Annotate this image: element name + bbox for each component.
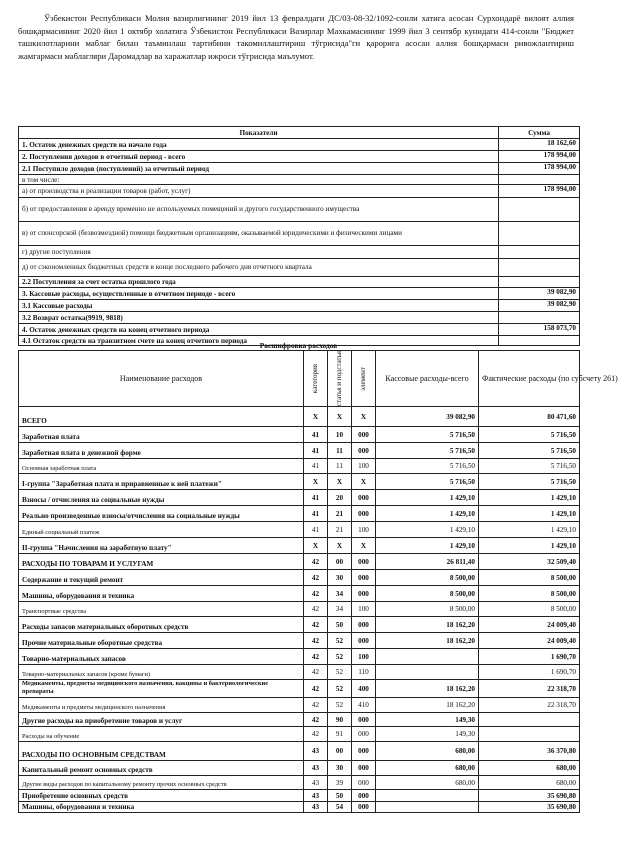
header-amount: Сумма (499, 127, 580, 139)
breakdown-row (19, 506, 580, 522)
element-code: X (352, 407, 376, 427)
cash-amount: 8 500,00 (376, 586, 479, 602)
expense-name: Расходы запасов материальных оборотных средств (19, 617, 304, 633)
actual-amount: 5 716,50 (479, 474, 580, 490)
category-code: X (304, 407, 328, 427)
expense-name: Содержание и текущий ремонт (19, 570, 304, 586)
breakdown-row (19, 790, 580, 802)
breakdown-header-row (19, 351, 580, 407)
summary-amount: 39 082,90 (499, 288, 580, 300)
header-indicators: Показатели (19, 127, 499, 139)
category-code: 42 (304, 602, 328, 617)
summary-amount (499, 198, 580, 222)
actual-amount: 35 690,80 (479, 790, 580, 802)
expense-name: Капитальный ремонт основных средств (19, 761, 304, 776)
breakdown-row (19, 538, 580, 554)
cash-amount (376, 790, 479, 802)
expense-name: Взносы / отчисления на социальные нужды (19, 490, 304, 506)
actual-amount: 24 009,40 (479, 617, 580, 633)
category-code: 41 (304, 443, 328, 459)
article-code: 10 (328, 427, 352, 443)
expense-name: Машины, оборудования и техника (19, 586, 304, 602)
cash-amount (376, 649, 479, 665)
breakdown-row (19, 633, 580, 649)
breakdown-row (19, 407, 580, 427)
actual-amount: 5 716,50 (479, 427, 580, 443)
summary-label: 3.2 Возврат остатка(9919, 9818) (19, 312, 499, 324)
breakdown-row (19, 586, 580, 602)
actual-amount: 1 429,10 (479, 490, 580, 506)
summary-row (19, 288, 580, 300)
actual-amount: 5 716,50 (479, 443, 580, 459)
breakdown-row (19, 474, 580, 490)
actual-amount: 8 500,00 (479, 602, 580, 617)
cash-amount: 8 500,00 (376, 602, 479, 617)
actual-amount: 680,00 (479, 761, 580, 776)
breakdown-row (19, 427, 580, 443)
actual-amount: 8 500,00 (479, 586, 580, 602)
article-code: 00 (328, 742, 352, 761)
breakdown-row (19, 443, 580, 459)
category-code: 43 (304, 742, 328, 761)
document-intro: Ўзбекистон Республикаси Молия вазирлигининг 2019 йил 13 февралдаги ДС/03-08-32/1092-сонли хатига асосан Сурхондарё вилоят аллия бошқармасининг 2020 йил 1 октябр холатига Ўзбекистон Республикаси Вазирлар Махкамасининг 1999 йил 3 сентябр кунидаги 414-сонли "Бюджет ташкилотларини маблаг билан таъминлаш тартибини такомиллаштириш тўгрисида"ги қарорига асосан аллия бошқармаси ривожлантириш жамгармаси маблагляри Даромадлар ва харажатлар ижроси тўгрисида маълумот. (18, 13, 574, 61)
header-element: элемент (352, 351, 376, 407)
summary-row (19, 151, 580, 163)
breakdown-row (19, 727, 580, 742)
breakdown-row (19, 698, 580, 713)
cash-amount: 5 716,50 (376, 459, 479, 474)
summary-header-row (19, 127, 580, 139)
summary-label: 1. Остаток денежных средств на начало года (19, 139, 499, 151)
cash-amount: 680,00 (376, 761, 479, 776)
category-code: 42 (304, 713, 328, 727)
summary-label: д) от сэкономленных бюджетных средств в конце последнего рабочего дня отчетного квартала (19, 259, 499, 277)
article-code: 50 (328, 617, 352, 633)
actual-amount (479, 713, 580, 727)
cash-amount: 18 162,20 (376, 698, 479, 713)
actual-amount: 680,00 (479, 776, 580, 790)
expense-name: II-группа "Начисления на заработную плату" (19, 538, 304, 554)
element-code: 410 (352, 698, 376, 713)
breakdown-row (19, 802, 580, 813)
expense-name: Товарно-материальных запасов (19, 649, 304, 665)
actual-amount: 1 429,10 (479, 522, 580, 538)
article-code: 30 (328, 570, 352, 586)
element-code: 000 (352, 802, 376, 813)
element-code: 000 (352, 790, 376, 802)
article-code: 21 (328, 506, 352, 522)
actual-amount: 35 690,80 (479, 802, 580, 813)
category-code: 42 (304, 680, 328, 698)
cash-amount: 1 429,10 (376, 490, 479, 506)
expense-breakdown-title: Расшифровка расходов (259, 341, 338, 350)
summary-row (19, 259, 580, 277)
summary-amount (499, 175, 580, 185)
actual-amount: 5 716,50 (479, 459, 580, 474)
summary-row (19, 185, 580, 198)
summary-amount (499, 222, 580, 246)
summary-label: 4. Остаток денежных средств на конец отчетного периода (19, 324, 499, 336)
category-code: 42 (304, 727, 328, 742)
element-code: 100 (352, 522, 376, 538)
summary-row (19, 163, 580, 175)
cash-amount: 5 716,50 (376, 474, 479, 490)
cash-amount: 26 811,40 (376, 554, 479, 570)
element-code: 000 (352, 427, 376, 443)
element-code: 000 (352, 761, 376, 776)
breakdown-row (19, 713, 580, 727)
summary-row (19, 139, 580, 151)
cash-amount: 149,30 (376, 727, 479, 742)
actual-amount: 1 429,10 (479, 506, 580, 522)
article-code: 11 (328, 443, 352, 459)
element-code: 000 (352, 776, 376, 790)
category-code: 41 (304, 490, 328, 506)
cash-amount: 5 716,50 (376, 443, 479, 459)
element-code: 100 (352, 602, 376, 617)
summary-label: 3. Кассовые расходы, осуществленные в отчетном периоде - всего (19, 288, 499, 300)
cash-amount: 18 162,20 (376, 680, 479, 698)
article-code: 11 (328, 459, 352, 474)
summary-amount (499, 246, 580, 259)
element-code: 000 (352, 570, 376, 586)
summary-amount: 158 073,70 (499, 324, 580, 336)
article-code: 52 (328, 649, 352, 665)
actual-amount: 32 509,40 (479, 554, 580, 570)
article-code: 52 (328, 633, 352, 649)
breakdown-row (19, 742, 580, 761)
expense-name: Прочие материальные оборотные средства (19, 633, 304, 649)
category-code: 42 (304, 586, 328, 602)
summary-row (19, 246, 580, 259)
summary-amount (499, 259, 580, 277)
breakdown-row (19, 680, 580, 698)
expense-name: РАСХОДЫ ПО ОСНОВНЫМ СРЕДСТВАМ (19, 742, 304, 761)
expense-name: Другие виды расходов по капитальному ремонту прочих основных средств (19, 776, 304, 790)
summary-row (19, 277, 580, 288)
category-code: 42 (304, 649, 328, 665)
article-code: 52 (328, 698, 352, 713)
expense-name: Медикаменты, предметы медицинского назначения, вакцины и бактериологические препараты (19, 680, 304, 698)
article-code: 52 (328, 680, 352, 698)
actual-amount: 22 318,70 (479, 698, 580, 713)
element-code: 000 (352, 727, 376, 742)
cash-amount: 39 082,90 (376, 407, 479, 427)
category-code: 43 (304, 790, 328, 802)
summary-amount: 178 994,00 (499, 151, 580, 163)
summary-amount: 178 994,00 (499, 185, 580, 198)
cash-amount: 1 429,10 (376, 538, 479, 554)
breakdown-row (19, 602, 580, 617)
cash-amount: 1 429,10 (376, 522, 479, 538)
expense-name: ВСЕГО (19, 407, 304, 427)
summary-row (19, 324, 580, 336)
header-expense-name: Наименование расходов (19, 351, 304, 407)
article-code: X (328, 538, 352, 554)
actual-amount: 8 500,00 (479, 570, 580, 586)
category-code: 42 (304, 633, 328, 649)
breakdown-row (19, 776, 580, 790)
summary-amount: 18 162,60 (499, 139, 580, 151)
category-code: 43 (304, 776, 328, 790)
summary-table (18, 126, 580, 346)
actual-amount: 24 009,40 (479, 633, 580, 649)
element-code: X (352, 474, 376, 490)
breakdown-row (19, 649, 580, 665)
cash-amount: 18 162,20 (376, 633, 479, 649)
article-code: 00 (328, 554, 352, 570)
element-code: 000 (352, 554, 376, 570)
summary-label: в) от спонсорской (безвозмездной) помощи бюджетным организациям, оказываемой юридическими и физическими лицами (19, 222, 499, 246)
element-code: 000 (352, 633, 376, 649)
element-code: 000 (352, 617, 376, 633)
category-code: 42 (304, 554, 328, 570)
expense-name: Расходы на обучение (19, 727, 304, 742)
element-code: 000 (352, 506, 376, 522)
summary-label: 2. Поступления доходов в отчетный период - всего (19, 151, 499, 163)
header-cash-expenses: Кассовые расходы-всего (376, 351, 479, 407)
expense-name: Транспортные средства (19, 602, 304, 617)
breakdown-row (19, 459, 580, 474)
element-code: 400 (352, 680, 376, 698)
article-code: 34 (328, 586, 352, 602)
category-code: 43 (304, 802, 328, 813)
actual-amount: 1 429,10 (479, 538, 580, 554)
summary-amount: 178 994,00 (499, 163, 580, 175)
category-code: 41 (304, 522, 328, 538)
category-code: 42 (304, 570, 328, 586)
article-code: 20 (328, 490, 352, 506)
element-code: X (352, 538, 376, 554)
expense-name: Товарно-материальных запасов (кроме бумаги) (19, 665, 304, 680)
element-code: 000 (352, 490, 376, 506)
summary-amount (499, 277, 580, 288)
category-code: 42 (304, 617, 328, 633)
category-code: 41 (304, 506, 328, 522)
article-code: 52 (328, 665, 352, 680)
expense-name: Другие расходы на приобретение товаров и услуг (19, 713, 304, 727)
cash-amount: 680,00 (376, 776, 479, 790)
summary-amount (499, 312, 580, 324)
expense-name: Заработная плата (19, 427, 304, 443)
actual-amount (479, 727, 580, 742)
summary-row (19, 300, 580, 312)
category-code: X (304, 474, 328, 490)
header-article: статья и подстатья (328, 351, 352, 407)
actual-amount: 1 690,70 (479, 649, 580, 665)
actual-amount: 80 471,60 (479, 407, 580, 427)
category-code: 41 (304, 459, 328, 474)
article-code: 39 (328, 776, 352, 790)
actual-amount: 36 370,80 (479, 742, 580, 761)
cash-amount: 149,30 (376, 713, 479, 727)
breakdown-row (19, 570, 580, 586)
category-code: 43 (304, 761, 328, 776)
summary-label: 3.1 Кассовые расходы (19, 300, 499, 312)
article-code: X (328, 407, 352, 427)
summary-label: 4.1 Остаток средств на транзитном счете на конец отчетного периода (19, 336, 499, 346)
element-code: 000 (352, 443, 376, 459)
expense-name: I-группа "Заработная плата и приравненные к ней платежи" (19, 474, 304, 490)
summary-label: б) от предоставления в аренду временно не используемых помещений и другого государственного имущества (19, 198, 499, 222)
expense-name: Медикаменты и предметы медицинского назначения (19, 698, 304, 713)
summary-row (19, 198, 580, 222)
cash-amount (376, 802, 479, 813)
expense-name: Заработная плата в денежной форме (19, 443, 304, 459)
article-code: 50 (328, 790, 352, 802)
summary-label: 2.2 Поступления за счет остатка прошлого года (19, 277, 499, 288)
category-code: 42 (304, 698, 328, 713)
element-code: 100 (352, 649, 376, 665)
summary-label: а) от производства и реализации товаров (работ, услуг) (19, 185, 499, 198)
expense-name: РАСХОДЫ ПО ТОВАРАМ И УСЛУГАМ (19, 554, 304, 570)
element-code: 000 (352, 586, 376, 602)
category-code: 41 (304, 427, 328, 443)
cash-amount (376, 665, 479, 680)
expense-name: Единый социальный платеж (19, 522, 304, 538)
cash-amount: 18 162,20 (376, 617, 479, 633)
breakdown-row (19, 554, 580, 570)
cash-amount: 1 429,10 (376, 506, 479, 522)
summary-label: 2.1 Поступило доходов (поступлений) за отчетный период (19, 163, 499, 175)
article-code: 90 (328, 713, 352, 727)
actual-amount: 22 318,70 (479, 680, 580, 698)
article-code: 34 (328, 602, 352, 617)
summary-label: в том числе: (19, 175, 499, 185)
breakdown-row (19, 617, 580, 633)
article-code: 30 (328, 761, 352, 776)
element-code: 110 (352, 665, 376, 680)
element-code: 000 (352, 713, 376, 727)
summary-row (19, 312, 580, 324)
actual-amount: 1 690,70 (479, 665, 580, 680)
expense-name: Основная заработная плата (19, 459, 304, 474)
category-code: X (304, 538, 328, 554)
cash-amount: 8 500,00 (376, 570, 479, 586)
article-code: 91 (328, 727, 352, 742)
expense-name: Реально произведенные взносы/отчисления на социальные нужды (19, 506, 304, 522)
expense-name: Приобретение основных средств (19, 790, 304, 802)
article-code: X (328, 474, 352, 490)
element-code: 100 (352, 459, 376, 474)
header-category: категория (304, 351, 328, 407)
breakdown-row (19, 522, 580, 538)
summary-row (19, 175, 580, 185)
expense-name: Машины, оборудования и техника (19, 802, 304, 813)
element-code: 000 (352, 742, 376, 761)
category-code: 42 (304, 665, 328, 680)
cash-amount: 680,00 (376, 742, 479, 761)
breakdown-row (19, 490, 580, 506)
expense-breakdown-table (18, 350, 618, 813)
summary-row (19, 222, 580, 246)
summary-label: г) другие поступления (19, 246, 499, 259)
article-code: 54 (328, 802, 352, 813)
summary-amount: 39 082,90 (499, 300, 580, 312)
header-actual-expenses: Фактические расходы (по субсчету 261) (479, 351, 580, 407)
breakdown-row (19, 761, 580, 776)
article-code: 21 (328, 522, 352, 538)
cash-amount: 5 716,50 (376, 427, 479, 443)
breakdown-row (19, 665, 580, 680)
